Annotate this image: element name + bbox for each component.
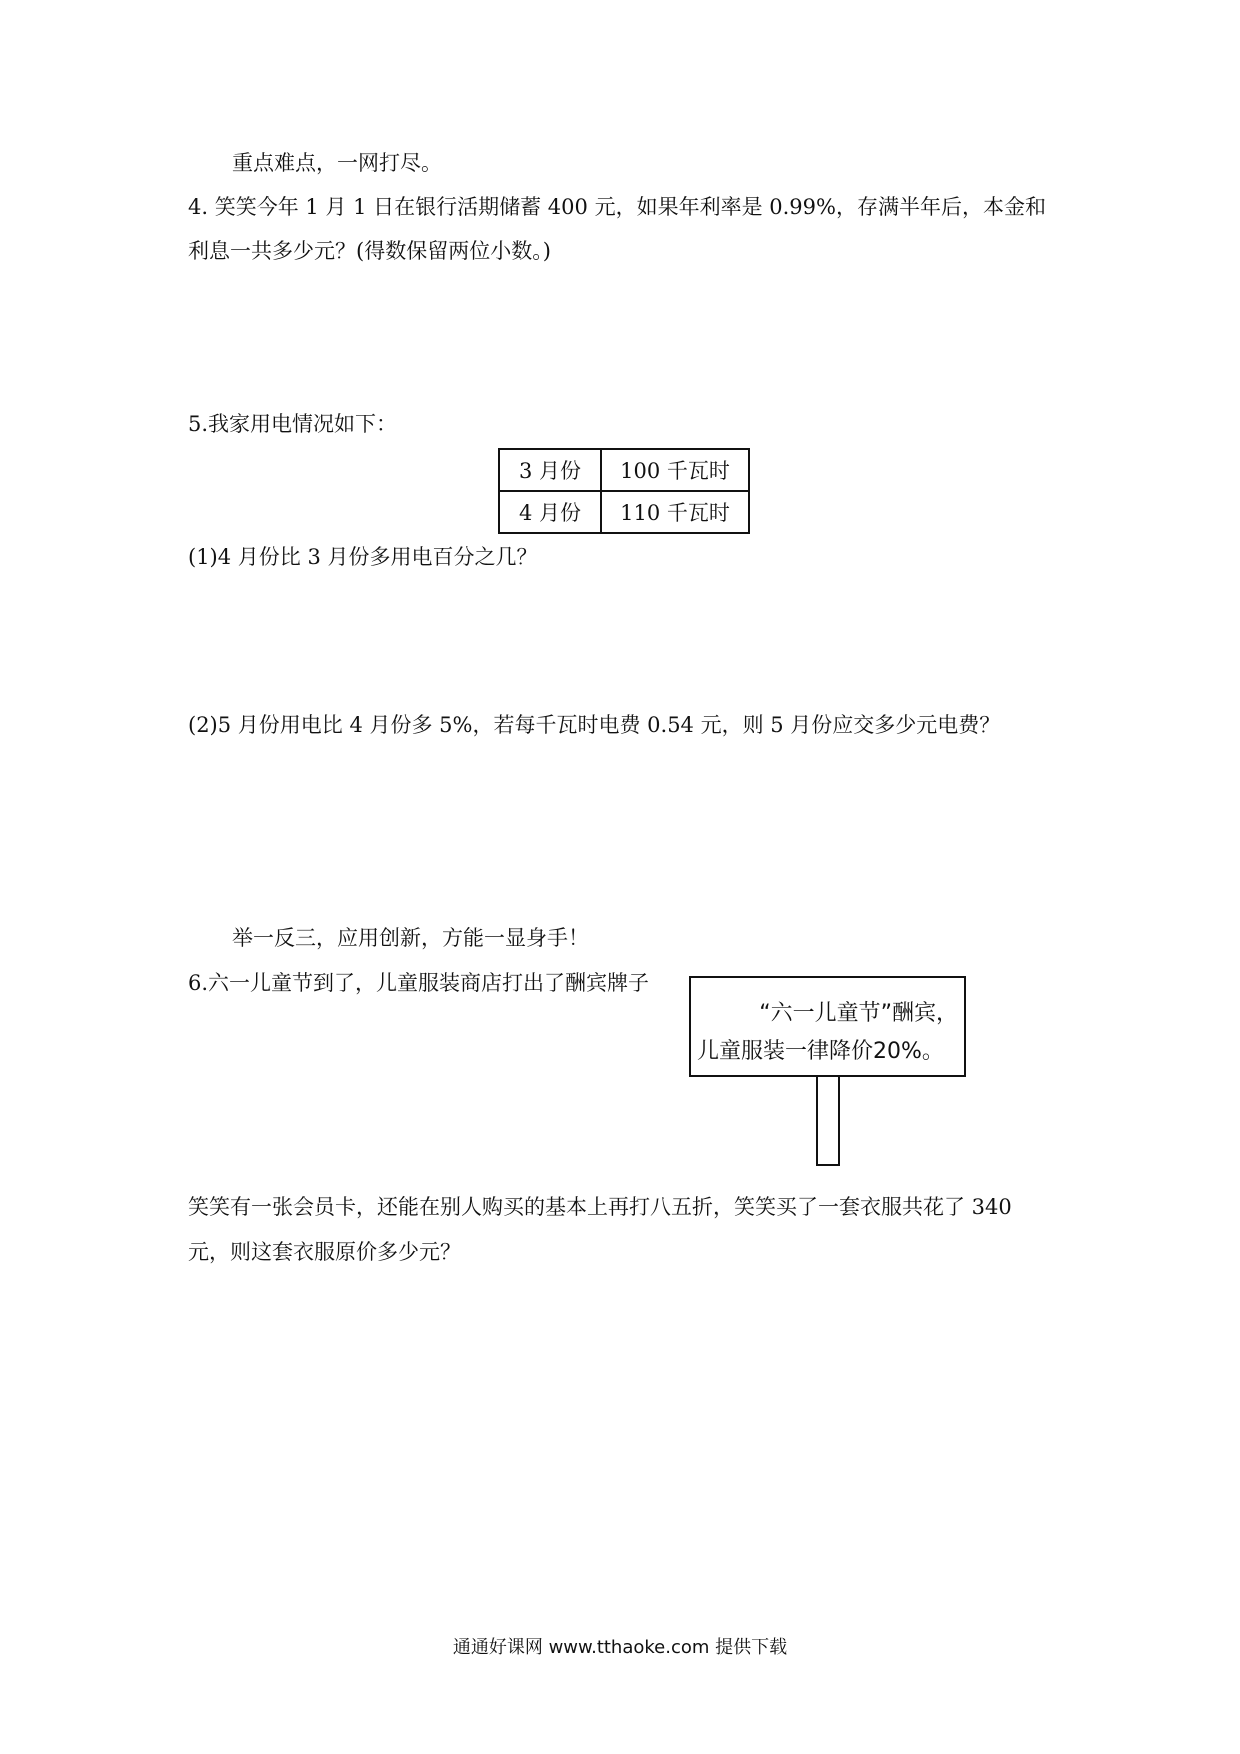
table-cell-usage: 100 千瓦时: [601, 449, 749, 491]
electricity-usage-table: [498, 448, 750, 534]
table-row: [499, 491, 749, 533]
question-5-intro: 5.我家用电情况如下：: [188, 412, 398, 436]
table-cell-month: 3 月份: [499, 449, 601, 491]
question-6-line-1: 笑笑有一张会员卡，还能在别人购买的基本上再打八五折，笑笑买了一套衣服共花了 340: [188, 1195, 1012, 1219]
sign-text-line-2: 儿童服装一律降价20%。: [697, 1039, 944, 1064]
question-5-part-1: (1)4 月份比 3 月份多用电百分之几？: [188, 545, 538, 569]
section-heading-apply-innovate: 举一反三，应用创新，方能一显身手！: [232, 926, 589, 950]
table-cell-month: 4 月份: [499, 491, 601, 533]
question-6-intro: 6.六一儿童节到了，儿童服装商店打出了酬宾牌子: [188, 971, 650, 995]
table-row: [499, 449, 749, 491]
question-4-line-1: 4. 笑笑今年 1 月 1 日在银行活期储蓄 400 元，如果年利率是 0.99%，存满半年后，本金和: [188, 195, 1046, 219]
question-6-line-2: 元，则这套衣服原价多少元？: [188, 1240, 461, 1264]
sign-board: [689, 976, 966, 1077]
section-heading-key-points: 重点难点，一网打尽。: [232, 151, 442, 175]
question-5-part-2: (2)5 月份用电比 4 月份多 5%，若每千瓦时电费 0.54 元，则 5 月份应交多少元电费？: [188, 713, 1001, 737]
question-4-line-2: 利息一共多少元？(得数保留两位小数。): [188, 239, 551, 263]
footer-text: 通通好课网 www.tthaoke.com 提供下载: [452, 1637, 788, 1658]
sign-post: [816, 1077, 840, 1166]
table-cell-usage: 110 千瓦时: [601, 491, 749, 533]
sign-text-line-1: “六一儿童节”酬宾，: [759, 1001, 958, 1026]
